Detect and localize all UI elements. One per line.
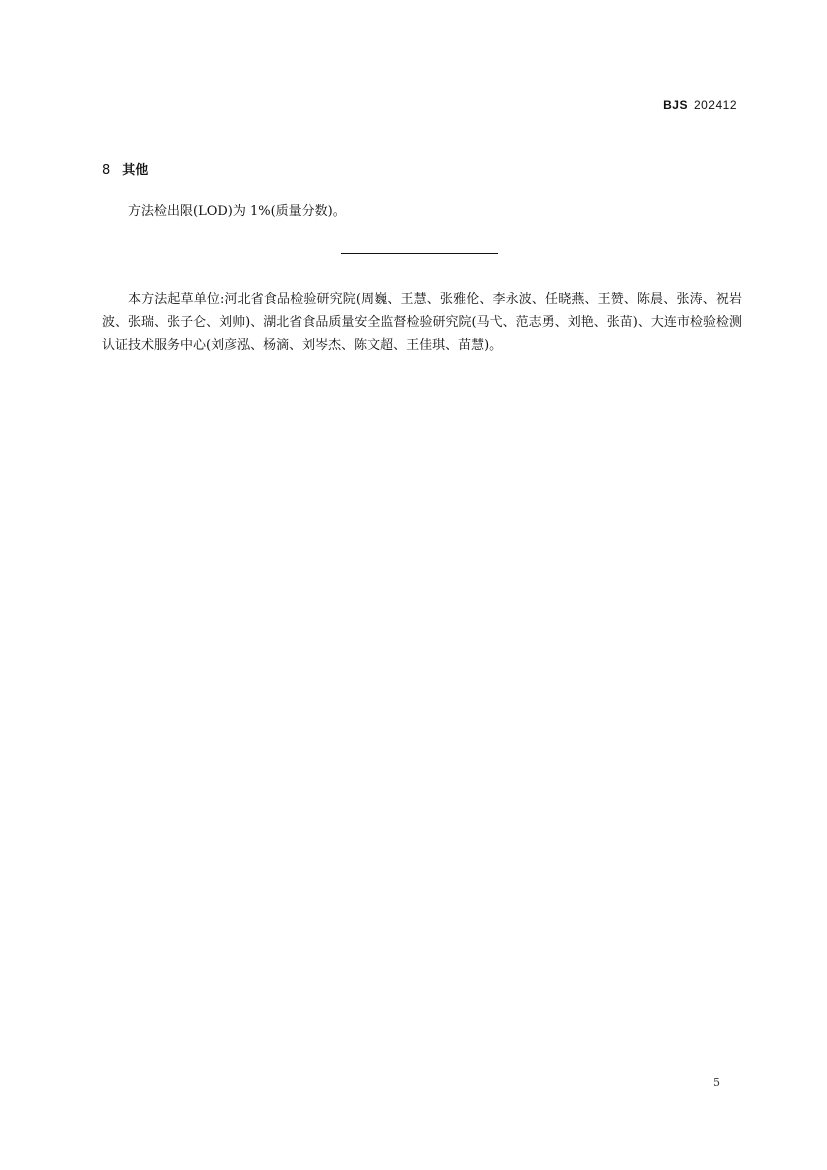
- page-number: 5: [713, 1076, 720, 1089]
- section-heading: [102, 159, 148, 178]
- document-code: [663, 98, 737, 112]
- document-code-prefix: BJS: [663, 98, 688, 112]
- lod-paragraph: 方法检出限(LOD)为 1%(质量分数)。: [128, 204, 346, 219]
- document-code-number: 202412: [693, 98, 737, 112]
- section-number: 8: [102, 163, 111, 178]
- section-title: 其他: [122, 163, 149, 178]
- drafters-paragraph: 本方法起草单位:河北省食品检验研究院(周巍、王慧、张雅伦、李永波、任晓燕、王赞、陈晨、张涛、祝岩波、张瑞、张子仑、刘帅)、湖北省食品质量安全监督检验研究院(马弋、范志勇、刘艳、张苗)、大连市检验检测认证技术服务中心(刘彦泓、杨滴、刘岑杰、陈文超、王佳琪、苗慧)。: [102, 292, 742, 353]
- separator-line: [341, 253, 498, 254]
